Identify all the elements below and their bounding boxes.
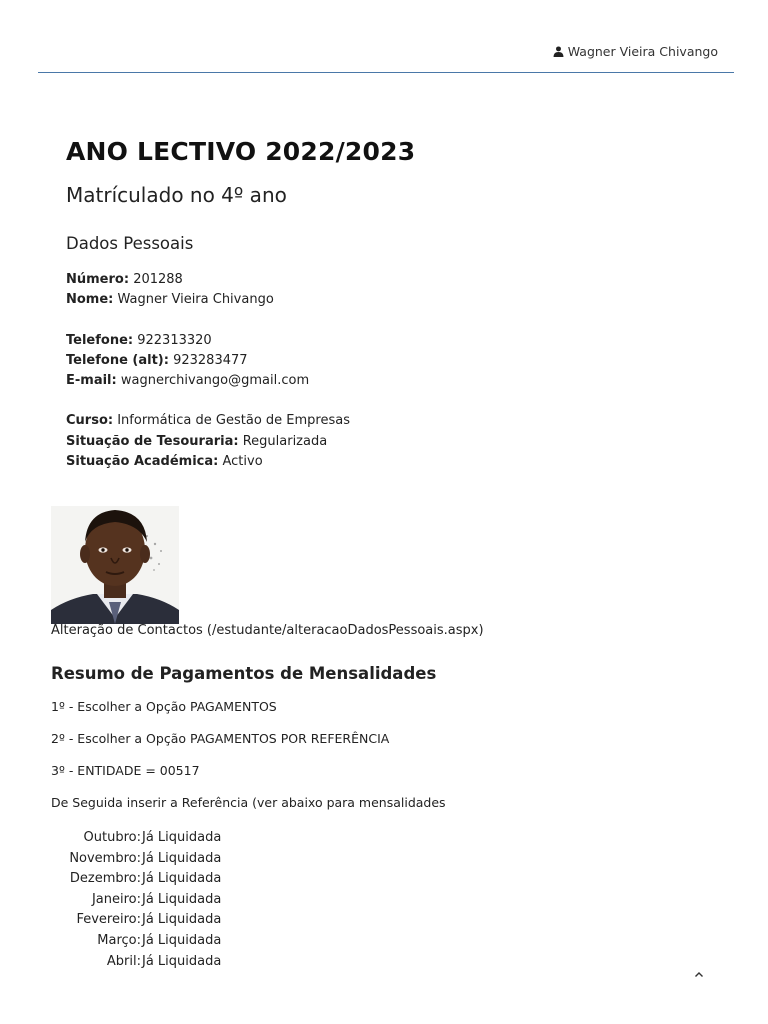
- payment-step-1: 1º - Escolher a Opção PAGAMENTOS: [51, 699, 277, 714]
- scroll-top-button[interactable]: [692, 968, 706, 980]
- telefone-alt-label: Telefone (alt):: [66, 352, 169, 368]
- user-menu-link[interactable]: [553, 44, 718, 59]
- list-item: [51, 931, 731, 952]
- list-item: [51, 849, 731, 870]
- numero-value: 201288: [133, 272, 183, 287]
- academica-value: Activo: [222, 454, 263, 470]
- payments-title: Resumo de Pagamentos de Mensalidades: [51, 664, 437, 683]
- telefone-label: Telefone:: [66, 332, 134, 348]
- nome-value: Wagner Vieira Chivango: [117, 292, 274, 308]
- chevron-up-icon: [694, 971, 704, 978]
- payments-summary: [51, 662, 731, 972]
- numero-row: [66, 270, 706, 290]
- month-name: Janeiro:: [91, 891, 141, 907]
- tesouraria-row: [66, 432, 706, 452]
- list-item: [51, 828, 731, 849]
- top-navbar: [38, 0, 734, 73]
- month-status: Já Liquidada: [142, 850, 222, 866]
- enrolled-year: Matrículado no 4º ano: [66, 183, 287, 207]
- change-contacts-link[interactable]: Alteração de Contactos (/estudante/alteracaoDadosPessoais.aspx): [51, 623, 484, 638]
- list-item: [51, 869, 731, 890]
- student-info: [66, 134, 706, 472]
- list-item: [51, 890, 731, 911]
- nome-row: [66, 290, 706, 310]
- month-status: Já Liquidada: [142, 830, 222, 845]
- email-value: wagnerchivango@gmail.com: [120, 373, 310, 389]
- payment-step-2: 2º - Escolher a Opção PAGAMENTOS POR REFERÊNCIA: [51, 731, 390, 746]
- month-name: Abril:: [106, 953, 141, 969]
- month-status: Já Liquidada: [142, 953, 222, 969]
- month-status: Já Liquidada: [142, 912, 222, 928]
- email-label: E-mail:: [66, 373, 117, 389]
- identity-block: [66, 270, 706, 311]
- month-status: Já Liquidada: [142, 891, 222, 907]
- telefone-alt-row: [66, 351, 706, 371]
- curso-row: [66, 411, 706, 431]
- student-photo: [51, 506, 179, 624]
- month-name: Dezembro:: [69, 871, 141, 887]
- user-name: Wagner Vieira Chivango: [567, 44, 718, 59]
- payment-step-3: 3º - ENTIDADE = 00517: [51, 763, 200, 778]
- tesouraria-value: Regularizada: [242, 433, 328, 449]
- numero-label: Número:: [66, 272, 130, 287]
- nome-label: Nome:: [66, 292, 114, 308]
- academica-row: [66, 452, 706, 472]
- academica-label: Situação Académica:: [66, 454, 219, 470]
- payment-reference-note: De Seguida inserir a Referência (ver abaixo para mensalidades: [51, 795, 446, 810]
- academic-block: [66, 411, 706, 472]
- month-status: Já Liquidada: [142, 871, 222, 887]
- month-name: Outubro:: [83, 830, 141, 845]
- month-status: Já Liquidada: [142, 932, 222, 948]
- page-title: ANO LECTIVO 2022/2023: [66, 137, 416, 166]
- month-name: Março:: [97, 932, 141, 948]
- personal-data-heading: Dados Pessoais: [66, 234, 194, 253]
- user-icon: [553, 46, 564, 57]
- month-name: Fevereiro:: [76, 912, 141, 928]
- contact-block: [66, 331, 706, 392]
- email-row: [66, 371, 706, 391]
- list-item: [51, 910, 731, 931]
- telefone-row: [66, 331, 706, 351]
- monthly-payments-list: [51, 828, 731, 972]
- month-name: Novembro:: [69, 850, 141, 866]
- curso-value: Informática de Gestão de Empresas: [117, 413, 350, 429]
- telefone-alt-value: 923283477: [173, 352, 248, 368]
- list-item: [51, 952, 731, 973]
- tesouraria-label: Situação de Tesouraria:: [66, 433, 239, 449]
- curso-label: Curso:: [66, 413, 114, 429]
- telefone-value: 922313320: [137, 332, 212, 348]
